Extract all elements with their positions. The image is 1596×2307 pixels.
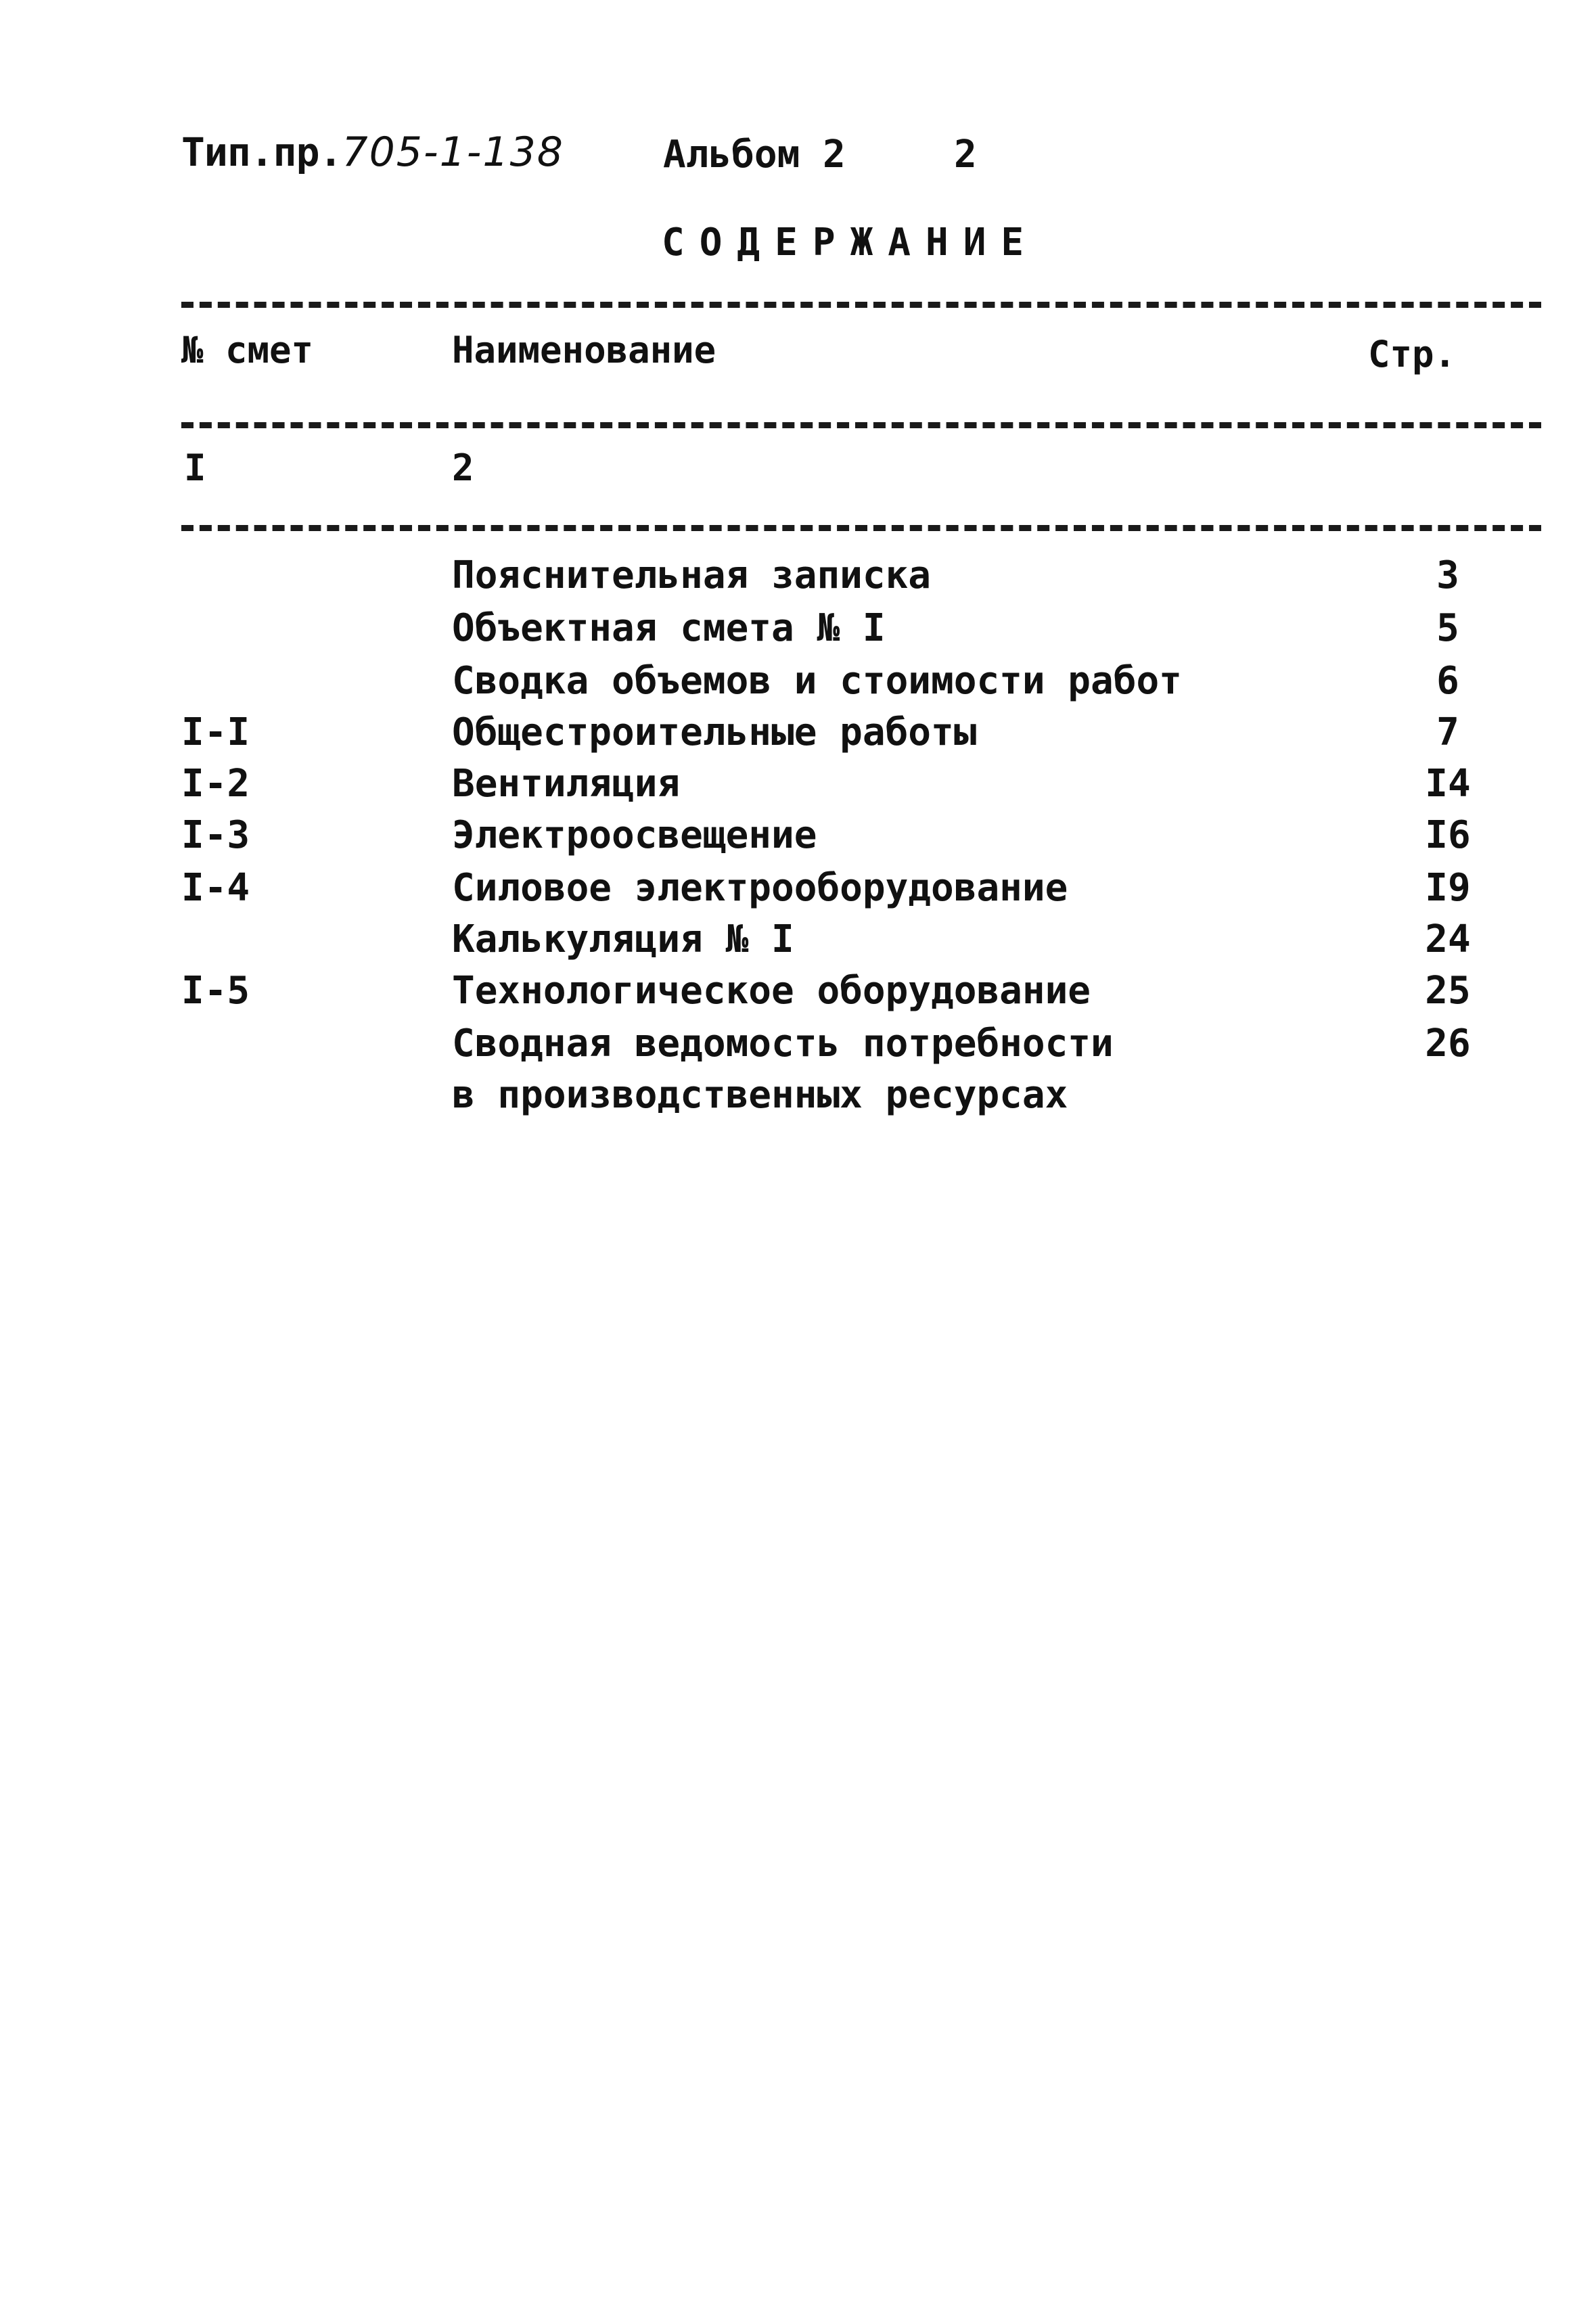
section-page: I9 xyxy=(1425,866,1471,910)
column-number-2: 2 xyxy=(452,447,474,489)
column-header-page: Стр. xyxy=(1368,333,1457,375)
section-page: 6 xyxy=(1436,659,1459,703)
section-name: Сводная ведомость потребности xyxy=(452,1022,1114,1066)
estimate-number: I-I xyxy=(181,710,250,754)
section-name: Объектная смета № I xyxy=(452,606,886,650)
section-name: Силовое электрооборудование xyxy=(452,866,1068,910)
section-page: 25 xyxy=(1425,969,1471,1013)
toc-row xyxy=(0,1022,1596,1074)
column-header-name: Наименование xyxy=(452,329,716,371)
page-title: СОДЕРЖАНИЕ xyxy=(662,221,1039,265)
section-name: Пояснительная записка xyxy=(452,553,932,597)
numbers-bottom-rule xyxy=(181,525,1541,531)
toc-row xyxy=(0,1073,1596,1126)
toc-row xyxy=(0,659,1596,712)
section-name: Электроосвещение xyxy=(452,813,817,857)
section-page: 26 xyxy=(1425,1022,1471,1066)
document-header xyxy=(181,129,564,176)
toc-row xyxy=(0,866,1596,919)
document-code: 705-1-138 xyxy=(342,129,564,176)
toc-row xyxy=(0,917,1596,970)
toc-row xyxy=(0,553,1596,606)
toc-row xyxy=(0,606,1596,659)
section-name: Калькуляция № I xyxy=(452,917,794,961)
section-page: 5 xyxy=(1436,606,1459,650)
section-page: I4 xyxy=(1425,762,1471,806)
section-page: 3 xyxy=(1436,553,1459,597)
estimate-number: I-3 xyxy=(181,813,250,857)
toc-row xyxy=(0,710,1596,763)
column-number-1: I xyxy=(184,447,206,489)
page-number: 2 xyxy=(954,133,977,177)
album-label: Альбом 2 xyxy=(663,133,846,177)
table-top-rule xyxy=(181,302,1541,308)
section-name: Сводка объемов и стоимости работ xyxy=(452,659,1182,703)
section-name: Общестроительные работы xyxy=(452,710,977,754)
column-header-number: № смет xyxy=(181,329,314,371)
section-page: 24 xyxy=(1425,917,1471,961)
section-page: 7 xyxy=(1436,710,1459,754)
section-page: I6 xyxy=(1425,813,1471,857)
header-prefix: Тип.пр. xyxy=(181,129,342,175)
toc-row xyxy=(0,813,1596,866)
toc-row xyxy=(0,762,1596,815)
estimate-number: I-2 xyxy=(181,762,250,806)
estimate-number: I-4 xyxy=(181,866,250,910)
section-name: Технологическое оборудование xyxy=(452,969,1091,1013)
estimate-number: I-5 xyxy=(181,969,250,1013)
header-bottom-rule xyxy=(181,422,1541,428)
toc-row xyxy=(0,969,1596,1022)
section-name: в производственных ресурсах xyxy=(452,1073,1068,1117)
section-name: Вентиляция xyxy=(452,762,681,806)
